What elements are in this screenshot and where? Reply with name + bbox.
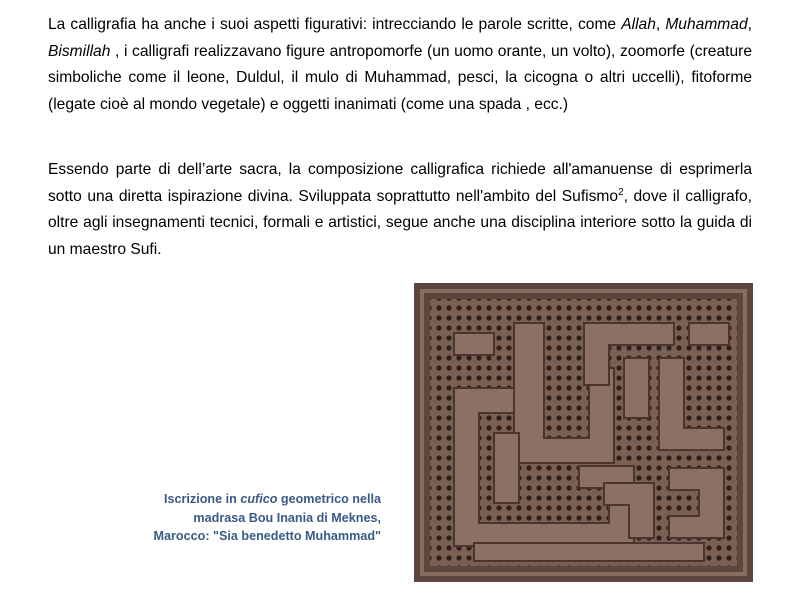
footnote-marker[interactable]: 2 <box>618 186 624 198</box>
figure-caption <box>151 490 381 546</box>
text-run: , <box>747 16 752 33</box>
text-run: , <box>655 16 666 33</box>
italic-term-muhammad: Muhammad <box>665 16 748 33</box>
italic-term-bismillah: Bismillah <box>48 42 111 60</box>
text-run: , i calligrafi realizzavano figure antropomorfe (un uomo orante, un volto), zoomorfe (creature simboliche come il leone, Duldul, il mulo di Muhammad, pesci, la cicogna o altri uccelli), fitoforme (legate cioè al mondo vegetale) e oggetti inanimati (come una spada , ecc.) <box>48 42 752 114</box>
italic-term-cufico: cufico <box>240 492 278 506</box>
kufic-inscription-image <box>414 283 753 582</box>
text-run: La calligrafia ha anche i suoi aspetti figurativi: intrecciando le parole scritte, come <box>48 16 622 33</box>
paragraph-sacred-art <box>48 157 752 264</box>
text-run: Essendo parte di dell’arte sacra, la composizione calligrafica richiede all'amanuense di esprimerla sotto una diretta ispirazione divina. Sviluppata soprattutto nell'ambito del Sufismo <box>48 161 752 205</box>
text-run: Iscrizione in <box>164 492 241 506</box>
text-run: geometrico nella madrasa Bou Inania di Meknes, Marocco: "Sia benedetto Muhammad" <box>153 492 381 544</box>
paragraph-figurative-aspects <box>48 12 752 119</box>
italic-term-allah: Allah <box>621 16 656 33</box>
text-run: , dove il calligrafo, oltre agli insegnamenti tecnici, formali e artistici, segue anche una disciplina interiore sotto la guida di un maestro Sufi. <box>48 187 752 259</box>
